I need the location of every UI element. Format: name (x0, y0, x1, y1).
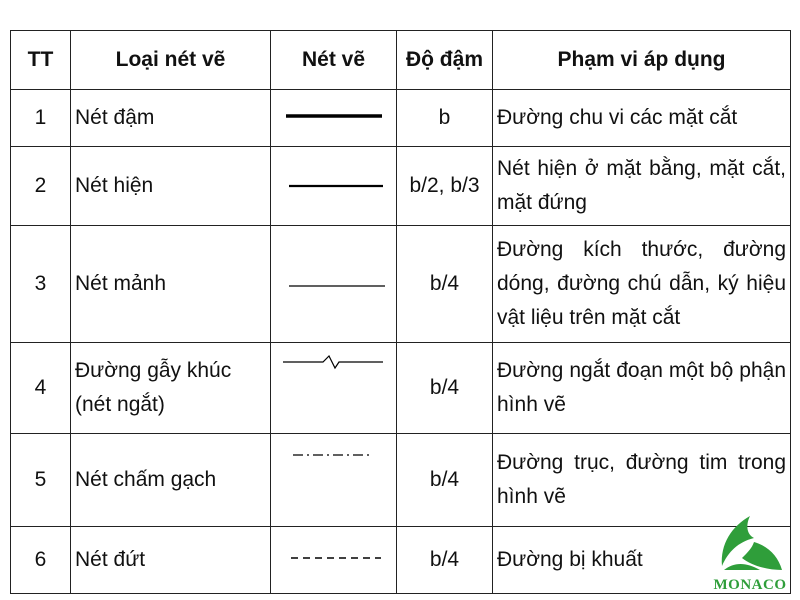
line-type-name: Nét đậm (71, 90, 271, 147)
medium-solid-line-icon (279, 179, 389, 193)
logo-text: MONACO (713, 577, 787, 593)
line-sample-cell (271, 90, 397, 147)
line-sample-cell (271, 343, 397, 434)
dashed-line-icon (279, 553, 389, 567)
thick-solid-line-icon (279, 111, 389, 125)
line-sample-cell (271, 434, 397, 527)
row-number: 3 (11, 226, 71, 343)
line-weight: b/4 (397, 434, 493, 527)
monaco-logo (702, 512, 798, 596)
header-line-type: Loại nét vẽ (71, 31, 271, 90)
scope-text: Đường trục, đường tim trong hình vẽ (493, 434, 791, 527)
line-type-name: Nét mảnh (71, 226, 271, 343)
line-weight: b/4 (397, 527, 493, 594)
line-weight: b (397, 90, 493, 147)
monaco-leaf-icon (702, 512, 798, 576)
scope-text: Đường ngắt đoạn một bộ phận hình vẽ (493, 343, 791, 434)
line-type-name: Đường gẫy khúc (nét ngắt) (71, 343, 271, 434)
line-types-table (10, 30, 791, 594)
scope-text: Đường bị khuất (493, 527, 791, 594)
table-row (11, 90, 791, 147)
zigzag-break-line-icon (279, 353, 389, 373)
scope-text: Nét hiện ở mặt bằng, mặt cắt, mặt đứng (493, 147, 791, 226)
line-sample-cell (271, 527, 397, 594)
header-tt: TT (11, 31, 71, 90)
row-number: 1 (11, 90, 71, 147)
line-sample-cell (271, 226, 397, 343)
header-scope: Phạm vi áp dụng (493, 31, 791, 90)
scope-text: Đường kích thước, đường dóng, đường chú dẫn, ký hiệu vật liệu trên mặt cắt (493, 226, 791, 343)
table-row (11, 527, 791, 594)
line-type-name: Nét chấm gạch (71, 434, 271, 527)
row-number: 6 (11, 527, 71, 594)
dash-dot-line-icon (279, 448, 389, 462)
table-row (11, 343, 791, 434)
line-type-name: Nét hiện (71, 147, 271, 226)
row-number: 4 (11, 343, 71, 434)
line-weight: b/4 (397, 226, 493, 343)
table-header-row (11, 31, 791, 90)
line-weight: b/2, b/3 (397, 147, 493, 226)
header-line-weight: Độ đậm (397, 31, 493, 90)
header-line-sample: Nét vẽ (271, 31, 397, 90)
table-row (11, 434, 791, 527)
row-number: 2 (11, 147, 71, 226)
line-type-name: Nét đứt (71, 527, 271, 594)
thin-solid-line-icon (279, 277, 389, 291)
line-sample-cell (271, 147, 397, 226)
line-weight: b/4 (397, 343, 493, 434)
scope-text: Đường chu vi các mặt cắt (493, 90, 791, 147)
row-number: 5 (11, 434, 71, 527)
table-row (11, 147, 791, 226)
table-row (11, 226, 791, 343)
